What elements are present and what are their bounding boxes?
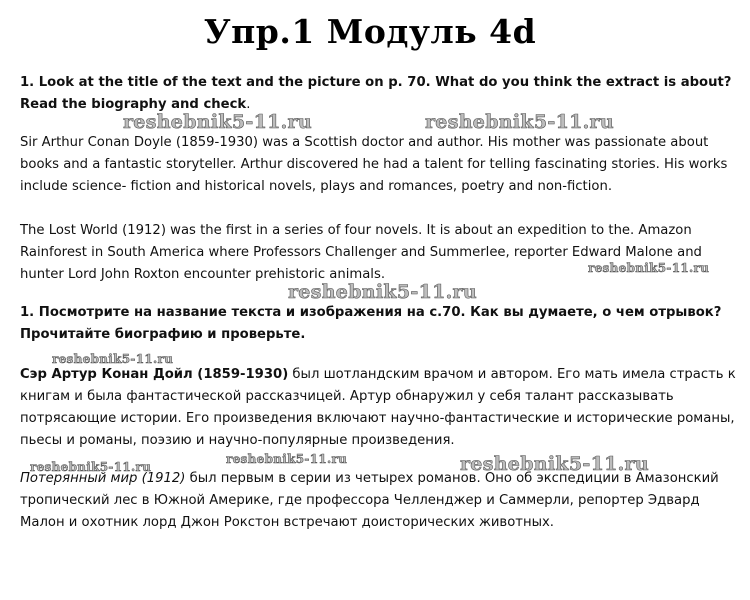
- biography-english: Sir Arthur Conan Doyle (1859-1930) was a Scottish doctor and author. His mother was passionate about books and a fantastic storyteller. Arthur discovered he had a talent for telling fascinating stories. His works include science- fiction and historical novels, plays and romances, poetry and non-fiction.: [20, 135, 728, 194]
- watermark: reshebnik5-11.ru: [460, 453, 649, 475]
- question-russian: 1. Посмотрите на название текста и изображения на с.70. Как вы думаете, о чем отрывок? Прочитайте биографию и проверьте.: [20, 305, 722, 342]
- page-title: Упр.1 Модуль 4d: [203, 12, 537, 51]
- watermark: reshebnik5-11.ru: [30, 460, 152, 474]
- book-title-russian: Потерянный мир (1912): [20, 471, 186, 486]
- lost-world-russian-text: был первым в серии из четырех романов. Оно об экспедиции в Амазонский тропический лес в Южной Америке, где профессора Челленджер и Саммерли, репортер Эдвард Малон и охотник лорд Джон Рокстон встречают доисторических животных.: [20, 471, 719, 530]
- lost-world-english: The Lost World (1912) was the first in a series of four novels. It is about an expedition to the. Amazon Rainforest in South America where Professors Challenger and Summerlee, reporter Edward Malone and hunter Lord John Roxton encounter prehistoric animals.: [20, 223, 702, 282]
- lost-world-russian: [20, 468, 740, 534]
- watermark: reshebnik5-11.ru: [288, 281, 477, 303]
- question-english: [20, 72, 740, 116]
- watermark: reshebnik5-11.ru: [52, 352, 174, 366]
- watermark: reshebnik5-11.ru: [588, 261, 710, 275]
- question-english-end: .: [246, 97, 251, 112]
- question-english-text: 1. Look at the title of the text and the picture on p. 70. What do you think the extract is about? Read the biography and check: [20, 75, 732, 112]
- biography-russian-text: был шотландским врачом и автором. Его мать имела страсть к книгам и была фантастической рассказчицей. Артур обнаружил у себя талант рассказывать потрясающие истории. Его произведения включают научно-фантастические и исторические романы, пьесы и романы, поэзию и научно-популярные произведения.: [20, 367, 736, 448]
- biography-russian: [20, 364, 740, 452]
- author-name-russian: Сэр Артур Конан Дойл (1859-1930): [20, 367, 289, 382]
- watermark: reshebnik5-11.ru: [123, 111, 312, 133]
- watermark: reshebnik5-11.ru: [226, 452, 348, 466]
- watermark: reshebnik5-11.ru: [425, 111, 614, 133]
